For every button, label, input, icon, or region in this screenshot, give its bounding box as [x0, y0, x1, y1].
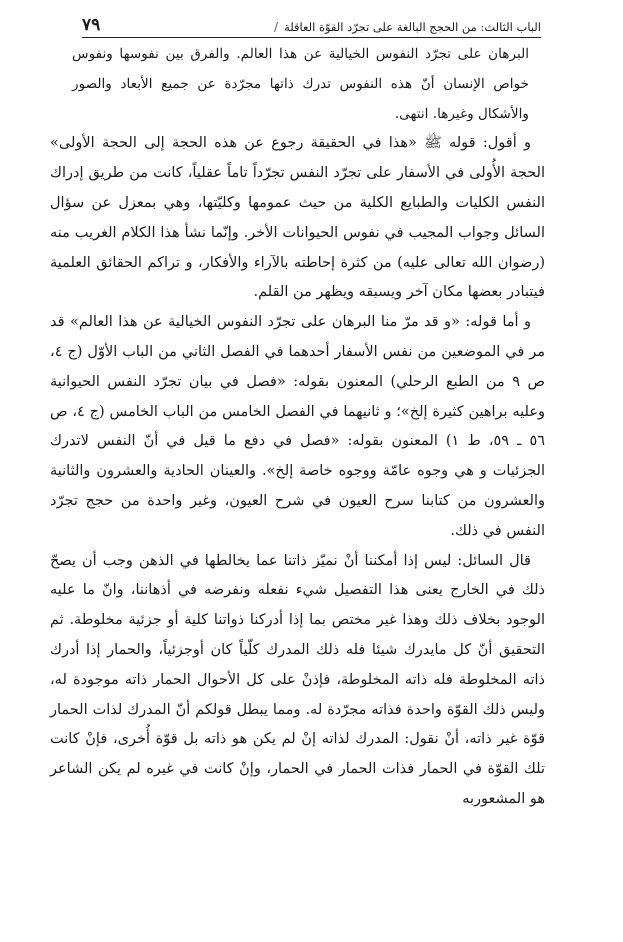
paragraph-questioner: قال السائل: ليس إذا أمكننا أنْ نميّز ذاتنا عما يخالطها في الذهن وجب أن يصحّ ذلك في الخارج يعنى هذا التفصيل شيء نفعله ونفرضه في أذهاننا، وانّ ما عليه الوجود بخلاف ذلك وهذا غير مختص بما إذا أدركنا ذواتنا كلية أو جزئية مخلوطة. ثم التحقيق أنّ كل مايدرك شيئا فله ذلك المدرك كلّياً كان أوجزئياً، والحمار إذا أدرك ذاته المخلوطة فله ذاته المخلوطة، فإذنْ على كل الأحوال الحمار ذاته موجودة له، وليس ذلك القوّة واحدة فذاته مجرّدة له. ومما يبطل قولكم أنّ المدرك لذات الحمار قوّة غير ذاته، أنْ نقول: المدرك لذاته إنْ لم يكن هو ذاته بل قوّة أُخرى، فإنْ كانت تلك القوّة في الحمار فذات الحمار في الحمار، وإنْ كانت في غيره لم يكن الشاعر هو المشعوربه [50, 552, 545, 807]
paragraph-commentary-1: و أقول: قوله ﷺ «هذا في الحقيقة رجوع عن هذه الحجة إلى الحجة الأولى» الحجة الأُولى في الأسفار على تجرّد النفس تجرّداً تاماً عقلياً، كانت من طريق إدراك النفس الكليات والطبايع الكلية من حيث عمومها وكليّتها، وهي بمعزل عن سؤال السائل وجواب المجيب في نفوس الحيوانات الأخر. وإنّما نشأ هذا الكلام الغريب منه (رضوان الله تعالى عليه) من كثرة إحاطته بالآراء والأفكار، و تراكم الحقائق العلمية فيتبادر بعضها مكان آخر ويسبقه ويظهر من القلم. [50, 135, 545, 301]
header-title-group [268, 20, 541, 34]
page-number: ٧٩ [82, 15, 101, 35]
running-header [82, 12, 541, 38]
header-separator: / [274, 20, 279, 34]
quoted-passage: البرهان على تجرّد النفوس الخيالية عن هذا العالم. والفرق بين نفوسها ونفوس خواص الإنسان أنّ هذه النفوس تدرك ذاتها مجرّدة عن جميع الأبعاد والصور والأشكال وغيرها. انتهى. [72, 46, 529, 122]
header-title: الباب الثالث: من الحجج البالغة على تجرّد القوّة العاقلة [284, 20, 541, 34]
paragraph-commentary-2: و أما قوله: «و قد مرّ منا البرهان على تجرّد النفوس الخيالية عن هذا العالم» قد مر في الموضعين من نفس الأسفار أحدهما في الفصل الثاني من الباب الأوّل (ج ٤، ص ٩ من الطبع الرحلي) المعنون بقوله: «فصل في بيان تجرّد النفس الحيوانية وعليه براهين كثيرة إلخ»؛ و ثانيهما في الفصل الخامس من الباب الخامس (ج ٤، ص ٥٦ ـ ٥٩، ط ١) المعنون بقوله: «فصل في دفع ما قيل في أنّ النفس لاتدرك الجزئيات و هي وجوه عامّة ووجوه خاصة إلخ». والعينان الحادية والعشرون والثانية والعشرون من كتابنا سرح العيون في شرح العيون، وغير واحدة من حجج تجرّد النفس في ذلك. [50, 314, 546, 539]
page-body [50, 40, 545, 815]
